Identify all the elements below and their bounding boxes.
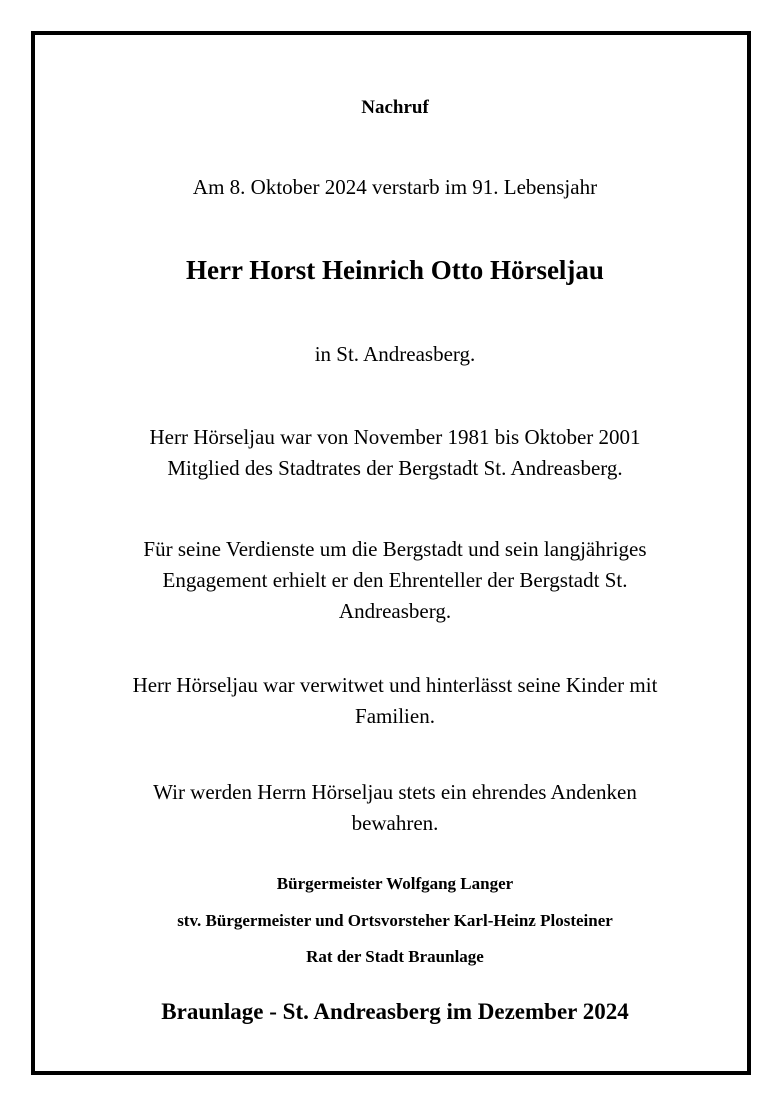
paragraph-line: Für seine Verdienste um die Bergstadt und sein langjähriges <box>143 537 647 561</box>
obituary-frame <box>31 31 751 1075</box>
death-announcement: Am 8. Oktober 2024 verstarb im 91. Lebensjahr <box>192 175 598 199</box>
signatory-council: Rat der Stadt Braunlage <box>306 947 484 966</box>
paragraph-council-membership <box>35 422 755 484</box>
paragraph-line: Herr Hörseljau war von November 1981 bis Oktober 2001 <box>149 425 641 449</box>
paragraph-line: Familien. <box>355 704 435 728</box>
paragraph-line: bewahren. <box>351 811 439 835</box>
obituary-heading: Nachruf <box>361 97 429 118</box>
paragraph-line: Engagement erhielt er den Ehrenteller der Bergstadt St. <box>162 568 628 592</box>
paragraph-line: Herr Hörseljau war verwitwet und hinterlässt seine Kinder mit <box>132 673 658 697</box>
signatory-mayor: Bürgermeister Wolfgang Langer <box>276 874 514 893</box>
paragraph-family <box>35 670 755 732</box>
paragraph-remembrance <box>35 777 755 839</box>
paragraph-line: Mitglied des Stadtrates der Bergstadt St. Andreasberg. <box>167 456 623 480</box>
place-and-date: Braunlage - St. Andreasberg im Dezember 2024 <box>161 999 629 1024</box>
paragraph-line: Wir werden Herrn Hörseljau stets ein ehrendes Andenken <box>153 780 637 804</box>
paragraph-line: Andreasberg. <box>338 599 452 623</box>
deceased-place: in St. Andreasberg. <box>314 342 476 366</box>
signatory-deputy-mayor: stv. Bürgermeister und Ortsvorsteher Karl-Heinz Plosteiner <box>177 911 613 930</box>
paragraph-honors <box>35 534 755 627</box>
deceased-name: Herr Horst Heinrich Otto Hörseljau <box>186 255 604 285</box>
